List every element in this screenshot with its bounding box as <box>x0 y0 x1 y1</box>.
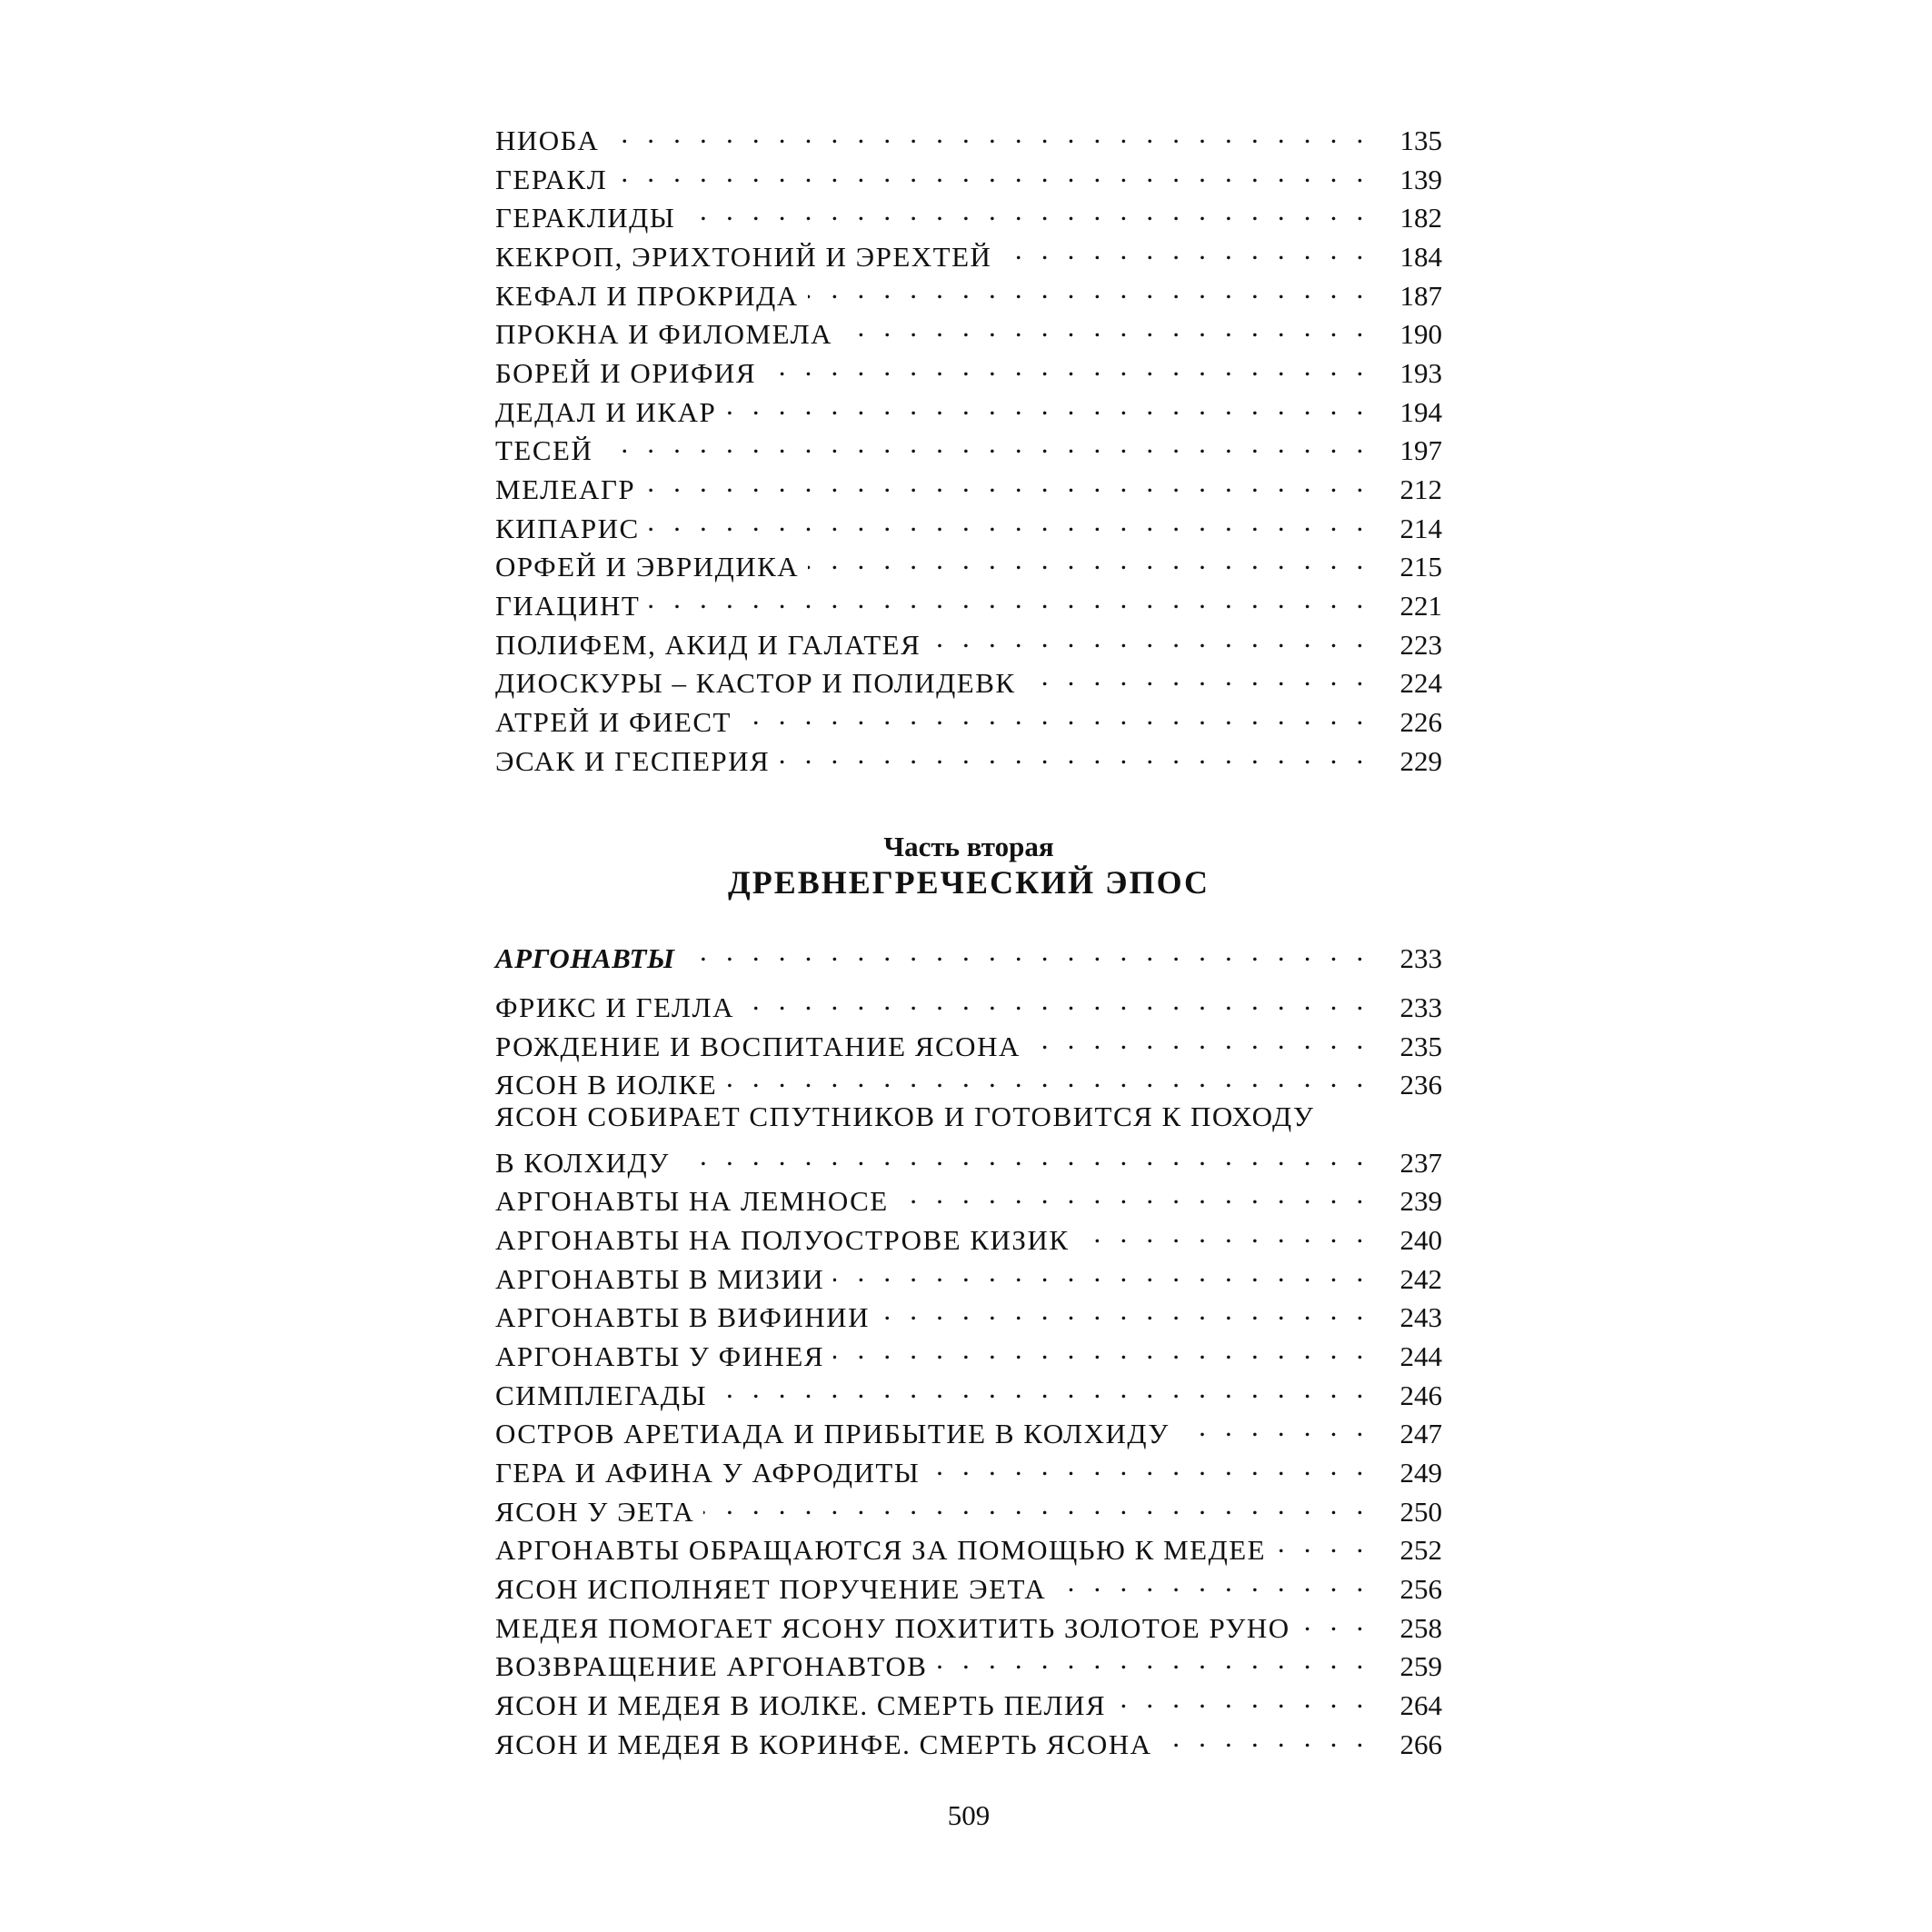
entry-title: АРГОНАВТЫ В ВИФИНИИ <box>495 1301 879 1334</box>
toc-entry[interactable] <box>495 1721 1442 1759</box>
entry-title: НИОБА <box>495 124 608 157</box>
leader-dots <box>930 622 1369 654</box>
leader-dots <box>842 311 1369 344</box>
toc-entry[interactable] <box>495 984 1442 1022</box>
entry-title: КЕКРОП, ЭРИХТОНИЙ И ЭРЕХТЕЙ <box>495 241 1001 274</box>
entry-page: 246 <box>1399 1379 1442 1411</box>
toc-entry[interactable] <box>495 543 1442 582</box>
entry-page: 259 <box>1399 1650 1442 1682</box>
entry-title: ГЕРАКЛИДЫ <box>495 202 684 234</box>
entry-title: ТЕСЕЙ <box>495 434 602 467</box>
entry-page: 243 <box>1399 1301 1442 1333</box>
leader-dots <box>1115 1682 1369 1715</box>
entry-page: 224 <box>1399 667 1442 699</box>
leader-dots <box>703 1489 1369 1521</box>
toc-entry[interactable] <box>495 1217 1442 1255</box>
leader-dots <box>1025 660 1369 692</box>
leader-dots <box>1275 1527 1369 1559</box>
toc-entry[interactable] <box>495 1061 1442 1100</box>
toc-entry-line1[interactable] <box>495 1100 1442 1139</box>
leader-dots <box>833 1333 1369 1366</box>
entry-page: 247 <box>1399 1418 1442 1449</box>
leader-dots <box>879 1294 1369 1327</box>
leader-dots <box>684 935 1370 968</box>
leader-dots <box>1079 1217 1369 1250</box>
leader-dots <box>808 543 1369 576</box>
toc-entry[interactable] <box>495 1333 1442 1371</box>
entry-page: 139 <box>1399 164 1442 195</box>
entry-title: ЯСОН И МЕДЕЯ В ИОЛКЕ. СМЕРТЬ ПЕЛИЯ <box>495 1689 1115 1722</box>
leader-dots <box>679 1140 1369 1172</box>
entry-title: ЯСОН СОБИРАЕТ СПУТНИКОВ И ГОТОВИТСЯ К ПОХОДУ <box>495 1100 1323 1133</box>
entry-page: 249 <box>1399 1457 1442 1489</box>
toc-entry[interactable] <box>495 622 1442 660</box>
toc-section-entry[interactable] <box>495 935 1442 973</box>
entry-page: 197 <box>1399 434 1442 466</box>
leader-dots <box>1030 1023 1369 1056</box>
toc-entry-line2[interactable] <box>495 1140 1442 1178</box>
toc-entry[interactable] <box>495 1527 1442 1565</box>
entry-title: ЭСАК И ГЕСПЕРИЯ <box>495 745 779 778</box>
entry-title: ДЕДАЛ И ИКАР <box>495 396 725 429</box>
toc-entry[interactable] <box>495 350 1442 388</box>
entry-title: АРГОНАВТЫ В МИЗИИ <box>495 1263 833 1296</box>
entry-page: 264 <box>1399 1689 1442 1721</box>
leader-dots <box>936 1643 1369 1676</box>
entry-page: 229 <box>1399 745 1442 777</box>
leader-dots <box>725 389 1369 422</box>
entry-page: 212 <box>1399 473 1442 505</box>
entry-title: ГЕРА И АФИНА У АФРОДИТЫ <box>495 1457 929 1489</box>
leader-dots <box>741 699 1369 732</box>
entry-page: 135 <box>1399 124 1442 156</box>
toc-entry[interactable] <box>495 234 1442 272</box>
page-number: 509 <box>947 1799 991 1831</box>
leader-dots <box>602 427 1369 460</box>
entry-title: КИПАРИС <box>495 513 649 545</box>
toc-entry[interactable] <box>495 194 1442 233</box>
entry-title: ГИАЦИНТ <box>495 590 649 622</box>
toc-entry[interactable] <box>495 505 1442 543</box>
entry-page: 240 <box>1399 1224 1442 1256</box>
leader-dots <box>684 194 1369 227</box>
leader-dots <box>726 1061 1369 1094</box>
entry-page: 187 <box>1399 280 1442 312</box>
leader-dots <box>898 1178 1369 1210</box>
toc-entry[interactable] <box>495 311 1442 349</box>
toc-entry[interactable] <box>495 427 1442 465</box>
toc-entry[interactable] <box>495 1605 1442 1643</box>
toc-entry[interactable] <box>495 1410 1442 1449</box>
toc-entry[interactable] <box>495 1294 1442 1332</box>
leader-dots <box>833 1256 1369 1289</box>
toc-entry[interactable] <box>495 1178 1442 1216</box>
toc-entry[interactable] <box>495 738 1442 776</box>
toc-entry[interactable] <box>495 1643 1442 1681</box>
toc-entry[interactable] <box>495 699 1442 737</box>
entry-title: ПОЛИФЕМ, АКИД И ГАЛАТЕЯ <box>495 629 930 662</box>
entry-title: АРГОНАВТЫ НА ЛЕМНОСЕ <box>495 1185 898 1218</box>
section-title: АРГОНАВТЫ <box>495 942 684 975</box>
entry-page: 214 <box>1399 513 1442 544</box>
toc-entry[interactable] <box>495 1489 1442 1527</box>
entry-page: 242 <box>1399 1263 1442 1295</box>
entry-page: 256 <box>1399 1573 1442 1605</box>
toc-entry[interactable] <box>495 156 1442 194</box>
toc-entry[interactable] <box>495 660 1442 698</box>
entry-title: АРГОНАВТЫ У ФИНЕЯ <box>495 1340 833 1373</box>
entry-page: 250 <box>1399 1496 1442 1528</box>
entry-title: АТРЕЙ И ФИЕСТ <box>495 706 741 739</box>
entry-page: 244 <box>1399 1340 1442 1372</box>
entry-title: МЕЛЕАГР <box>495 473 644 506</box>
entry-page: 190 <box>1399 318 1442 350</box>
toc-entry[interactable] <box>495 1449 1442 1488</box>
part-label: Часть вторая <box>883 831 1054 862</box>
entry-page: 266 <box>1399 1728 1442 1760</box>
toc-entry[interactable] <box>495 273 1442 311</box>
leader-dots <box>608 117 1369 150</box>
part-title: ДРЕВНЕГРЕЧЕСКИЙ ЭПОС <box>727 864 1210 901</box>
entry-page: 237 <box>1399 1147 1442 1179</box>
leader-dots <box>765 350 1369 383</box>
leader-dots <box>616 156 1369 189</box>
toc-entry[interactable] <box>495 1372 1442 1410</box>
entry-title: ЯСОН В ИОЛКЕ <box>495 1069 726 1101</box>
entry-title: МЕДЕЯ ПОМОГАЕТ ЯСОНУ ПОХИТИТЬ ЗОЛОТОЕ РУНО <box>495 1612 1300 1645</box>
leader-dots <box>743 984 1369 1017</box>
leader-dots <box>1001 234 1369 266</box>
entry-page: 239 <box>1399 1185 1442 1217</box>
leader-dots <box>1055 1566 1369 1598</box>
entry-title: АРГОНАВТЫ НА ПОЛУОСТРОВЕ КИЗИК <box>495 1224 1079 1257</box>
entry-title: В КОЛХИДУ <box>495 1147 679 1180</box>
entry-page: 194 <box>1399 396 1442 428</box>
toc-entry[interactable] <box>495 1023 1442 1061</box>
leader-dots <box>716 1372 1369 1405</box>
entry-page: 223 <box>1399 629 1442 661</box>
entry-title: ФРИКС И ГЕЛЛА <box>495 991 743 1024</box>
entry-page: 258 <box>1399 1612 1442 1644</box>
entry-title: СИМПЛЕГАДЫ <box>495 1379 716 1412</box>
leader-dots <box>1179 1410 1369 1443</box>
toc-entry[interactable] <box>495 1256 1442 1294</box>
entry-title: ЯСОН ИСПОЛНЯЕТ ПОРУЧЕНИЕ ЭЕТА <box>495 1573 1055 1606</box>
entry-title: КЕФАЛ И ПРОКРИДА <box>495 280 808 313</box>
toc-entry[interactable] <box>495 1682 1442 1720</box>
entry-page: 233 <box>1399 991 1442 1023</box>
leader-dots <box>1160 1721 1369 1754</box>
entry-title: ГЕРАКЛ <box>495 164 616 196</box>
entry-title: ПРОКНА И ФИЛОМЕЛА <box>495 318 842 351</box>
entry-page: 184 <box>1399 241 1442 273</box>
leader-dots <box>1300 1605 1369 1638</box>
entry-title: БОРЕЙ И ОРИФИЯ <box>495 357 765 390</box>
entry-page: 182 <box>1399 202 1442 234</box>
leader-dots <box>649 505 1369 538</box>
leader-dots <box>644 466 1369 499</box>
toc-entry[interactable] <box>495 583 1442 621</box>
entry-page: 215 <box>1399 551 1442 583</box>
entry-page: 221 <box>1399 590 1442 622</box>
entry-title: ДИОСКУРЫ – КАСТОР И ПОЛИДЕВК <box>495 667 1025 700</box>
entry-title: РОЖДЕНИЕ И ВОСПИТАНИЕ ЯСОНА <box>495 1031 1030 1063</box>
entry-title: ВОЗВРАЩЕНИЕ АРГОНАВТОВ <box>495 1650 936 1683</box>
entry-page: 235 <box>1399 1031 1442 1062</box>
toc-entry[interactable] <box>495 389 1442 427</box>
section-page: 233 <box>1399 942 1442 974</box>
entry-page: 226 <box>1399 706 1442 738</box>
entry-title: АРГОНАВТЫ ОБРАЩАЮТСЯ ЗА ПОМОЩЬЮ К МЕДЕЕ <box>495 1534 1275 1567</box>
toc-entry[interactable] <box>495 1566 1442 1604</box>
entry-title: ЯСОН У ЭЕТА <box>495 1496 703 1529</box>
entry-page: 193 <box>1399 357 1442 389</box>
leader-dots <box>649 583 1369 615</box>
entry-title: ОРФЕЙ И ЭВРИДИКА <box>495 551 808 583</box>
entry-page: 252 <box>1399 1534 1442 1566</box>
entry-title: ЯСОН И МЕДЕЯ В КОРИНФЕ. СМЕРТЬ ЯСОНА <box>495 1728 1160 1761</box>
entry-title: ОСТРОВ АРЕТИАДА И ПРИБЫТИЕ В КОЛХИДУ <box>495 1418 1179 1450</box>
entry-page: 236 <box>1399 1069 1442 1100</box>
leader-dots <box>779 738 1369 771</box>
toc-entry[interactable] <box>495 117 1442 155</box>
leader-dots <box>808 273 1369 305</box>
leader-dots <box>929 1449 1369 1482</box>
toc-entry[interactable] <box>495 466 1442 504</box>
